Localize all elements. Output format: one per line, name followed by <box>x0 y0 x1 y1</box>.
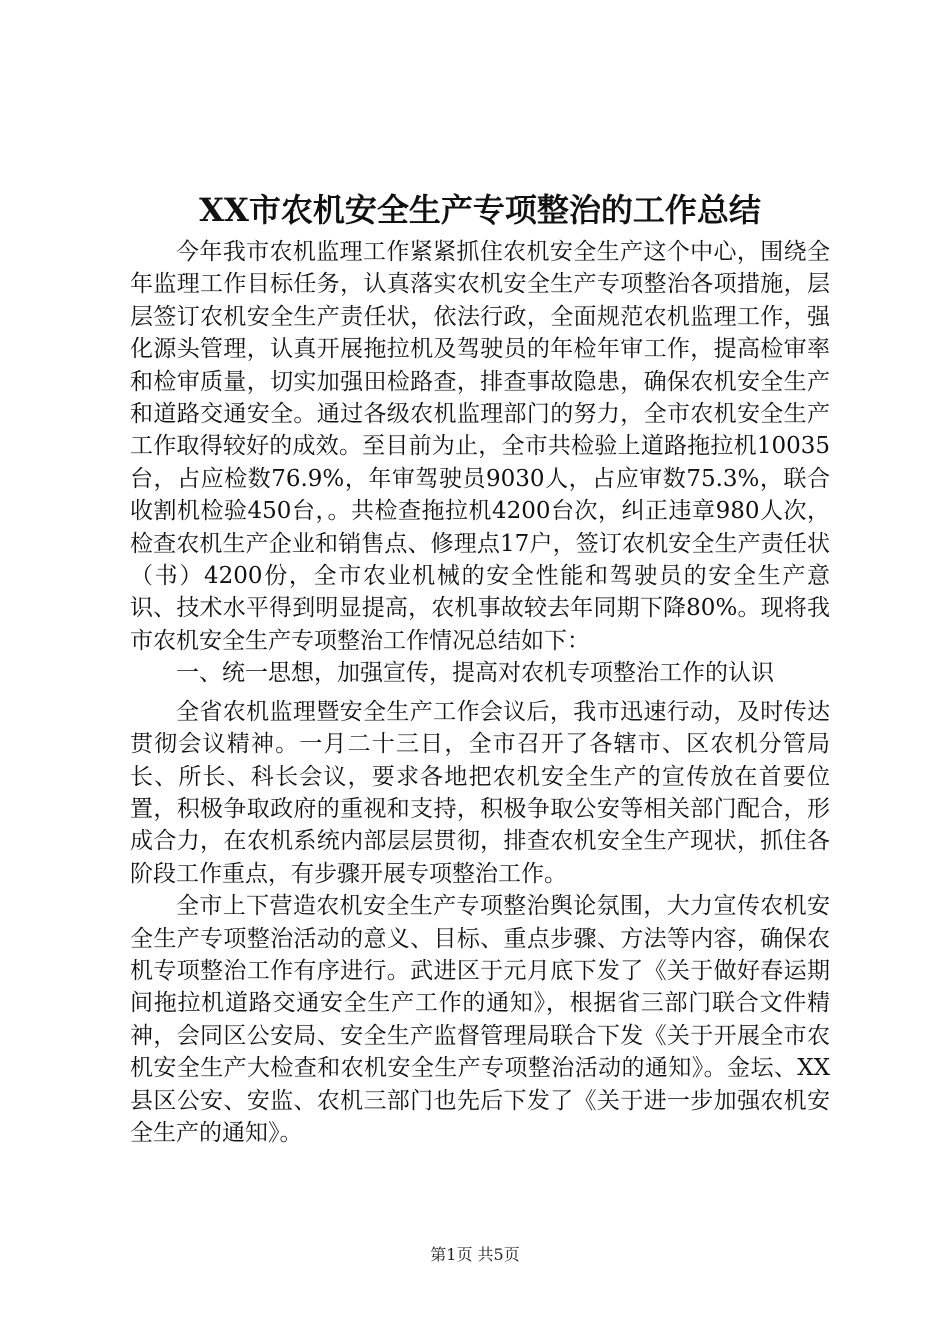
section-heading-1: 一、统一思想，加强宣传，提高对农机专项整治工作的认识 <box>176 660 774 687</box>
paragraph-intro: 今年我市农机监理工作紧紧抓住农机安全生产这个中心，围绕全年监理工作目标任务，认真落实农机安全生产专项整治各项措施，层层签订农机安全生产责任状，依法行政，全面规范农机监理工作，强化源头管理，认真开展拖拉机及驾驶员的年检年审工作，提高检审率和检审质量，切实加强田检路查，排查事故隐患，确保农机安全生产和道路交通安全。通过各级农机监理部门的努力，全市农机安全生产工作取得较好的成效。至目前为止，全市共检验上道路拖拉机10035台，占应检数76.9%，年审驾驶员9030人，占应审数75.3%，联合收割机检验450台，。共检查拖拉机4200台次，纠正违章980人次，检查农机生产企业和销售点、修理点17户，签订农机安全生产责任状（书）4200份，全市农业机械的安全性能和驾驶员的安全生产意识、技术水平得到明显提高，农机事故较去年同期下降80%。现将我市农机安全生产专项整治工作情况总结如下： <box>130 239 830 654</box>
page-footer: 第1页 共5页 <box>430 1245 520 1264</box>
document-title: XX市农机安全生产专项整治的工作总结 <box>199 191 761 229</box>
paragraph-publicity: 全市上下营造农机安全生产专项整治舆论氛围，大力宣传农机安全生产专项整治活动的意义、目标、重点步骤、方法等内容，确保农机专项整治工作有序进行。武进区于元月底下发了《关于做好春运期间拖拉机道路交通安全生产工作的通知》，根据省三部门联合文件精神，会同区公安局、安全生产监督管理局联合下发《关于开展全市农机安全生产大检查和农机安全生产专项整治活动的通知》。金坛、XX县区公安、安监、农机三部门也先后下发了《关于进一步加强农机安全生产的通知》。 <box>130 893 830 1146</box>
paragraph-meeting: 全省农机监理暨安全生产工作会议后，我市迅速行动，及时传达贯彻会议精神。一月二十三日，全市召开了各辖市、区农机分管局长、所长、科长会议，要求各地把农机安全生产的宣传放在首要位置，积极争取政府的重视和支持，积极争取公安等相关部门配合，形成合力，在农机系统内部层层贯彻，排查农机安全生产现状，抓住各阶段工作重点，有步骤开展专项整治工作。 <box>130 698 830 887</box>
document-page <box>130 188 830 1149</box>
